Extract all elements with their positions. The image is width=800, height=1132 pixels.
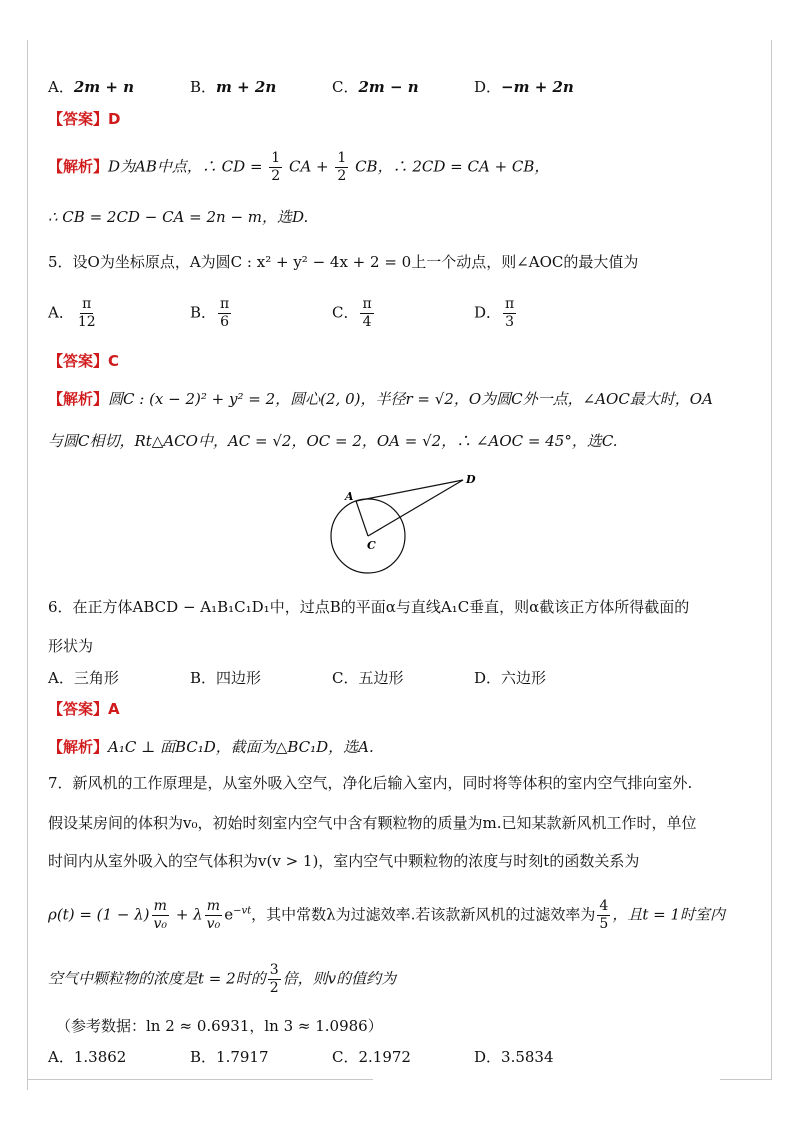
q7-option-a xyxy=(48,1046,126,1068)
analysis-tag: 【解析】 xyxy=(48,738,109,756)
frac-num: m xyxy=(153,898,167,914)
option-text: 四边形 xyxy=(216,669,262,687)
q6-option-b xyxy=(190,667,261,689)
q5-option-b xyxy=(190,296,233,331)
option-letter: A． xyxy=(48,1048,74,1066)
q4-analysis-line2 xyxy=(48,206,308,228)
point-label-d: D xyxy=(466,473,476,486)
q7-option-c xyxy=(332,1046,411,1068)
option-letter: A． xyxy=(48,303,74,322)
question-text: 空气中颗粒物的浓度是t = 2时的 xyxy=(48,969,266,988)
q7-option-d xyxy=(474,1046,554,1068)
analysis-text: 圆C : (x − 2)² + y² = 2，圆心(2, 0)，半径r = √2，O为圆C外一点，∠AOC最大时，OA xyxy=(108,390,713,408)
option-text: 六边形 xyxy=(501,669,547,687)
option-text: 2m + n xyxy=(73,78,135,96)
analysis-text: CA + xyxy=(284,157,334,176)
option-letter: A． xyxy=(48,78,74,96)
tangent-circle-figure xyxy=(320,470,490,585)
fraction-efficiency xyxy=(597,898,610,933)
page-border-right xyxy=(771,40,772,1080)
q6-stem-line2 xyxy=(48,635,93,657)
answer-tag: 【答案】 xyxy=(48,352,109,370)
analysis-text: ∴ CB = 2CD − CA = 2n − m，选D. xyxy=(48,208,309,226)
q7-stem-line2 xyxy=(48,812,696,834)
q5-option-d xyxy=(474,296,518,331)
frac-den: 4 xyxy=(362,314,372,330)
q6-answer xyxy=(48,698,120,720)
option-letter: B． xyxy=(190,303,217,322)
q5-stem xyxy=(48,251,638,273)
line-cd xyxy=(368,480,463,536)
frac-den: v₀ xyxy=(206,916,221,932)
formula-exp-base: e xyxy=(224,905,234,924)
frac-den: 2 xyxy=(269,980,279,996)
fraction-half xyxy=(269,150,282,185)
option-letter: D． xyxy=(474,669,502,687)
frac-den: 6 xyxy=(220,314,230,330)
option-text: 1.7917 xyxy=(216,1048,269,1066)
frac-num: 4 xyxy=(599,898,609,914)
formula-text: ρ(t) = (1 − λ) xyxy=(48,905,150,924)
q5-option-a xyxy=(48,296,100,331)
option-letter: C． xyxy=(332,669,359,687)
option-text: 五边形 xyxy=(358,669,404,687)
frac-den: 2 xyxy=(337,168,347,184)
q5-answer xyxy=(48,350,119,372)
option-letter: B． xyxy=(190,669,217,687)
option-letter: B． xyxy=(190,78,217,96)
option-letter: A． xyxy=(48,669,74,687)
option-text: 2m − n xyxy=(358,78,419,96)
formula-text: + λ xyxy=(171,905,203,924)
q6-stem-line1 xyxy=(48,596,689,618)
frac-num: 1 xyxy=(337,150,347,166)
option-text: 2.1972 xyxy=(358,1048,411,1066)
option-text: 三角形 xyxy=(73,669,119,687)
answer-value: D xyxy=(108,110,121,128)
frac-num: m xyxy=(206,898,221,914)
frac-num: π xyxy=(505,296,515,312)
q5-analysis-line2 xyxy=(48,430,618,452)
formula-exponent: −vt xyxy=(233,905,252,917)
analysis-text: D为AB中点，∴ CD = xyxy=(108,157,268,176)
formula-text: ，且t = 1时室内 xyxy=(612,905,726,924)
option-fraction xyxy=(503,296,516,331)
analysis-text: CB，∴ 2CD = CA + CB， xyxy=(350,157,550,176)
option-letter: C． xyxy=(332,303,359,322)
q7-stem-line3 xyxy=(48,850,639,872)
frac-num: 3 xyxy=(269,962,279,978)
question-text: 5．设O为坐标原点，A为圆C : x² + y² − 4x + 2 = 0上一个动点，则∠AOC的最大值为 xyxy=(48,253,639,271)
bottom-rule-left xyxy=(28,1079,373,1080)
q6-analysis xyxy=(48,736,374,758)
analysis-tag: 【解析】 xyxy=(48,390,109,408)
question-text: 假设某房间的体积为v₀，初始时刻室内空气中含有颗粒物的质量为m.已知某款新风机工作时，单位 xyxy=(48,814,697,832)
q5-option-c xyxy=(332,296,376,331)
frac-den: 5 xyxy=(599,916,609,932)
option-letter: C． xyxy=(332,1048,359,1066)
point-label-c: C xyxy=(367,539,376,552)
frac-den: v₀ xyxy=(153,916,168,932)
q7-option-b xyxy=(190,1046,269,1068)
q6-option-d xyxy=(474,667,546,689)
q4-option-d xyxy=(474,76,574,98)
option-letter: D． xyxy=(474,78,502,96)
frac-num: π xyxy=(220,296,230,312)
q7-stem-line1 xyxy=(48,772,692,794)
frac-num: π xyxy=(82,296,92,312)
q4-option-b xyxy=(190,76,276,98)
option-letter: B． xyxy=(190,1048,217,1066)
question-text: 7．新风机的工作原理是，从室外吸入空气，净化后输入室内，同时将等体积的室内空气排向室外. xyxy=(48,774,693,792)
option-fraction xyxy=(76,296,98,331)
option-fraction xyxy=(360,296,373,331)
question-text: 形状为 xyxy=(48,637,94,655)
answer-value: C xyxy=(108,352,120,370)
question-text: 倍，则v的值约为 xyxy=(282,969,397,988)
question-text: 6．在正方体ABCD − A₁B₁C₁D₁中，过点B的平面α与直线A₁C垂直，则α截该正方体所得截面的 xyxy=(48,598,690,616)
answer-tag: 【答案】 xyxy=(48,110,109,128)
fraction-ratio xyxy=(268,962,281,997)
q7-stem-line5 xyxy=(48,962,396,997)
q4-option-a xyxy=(48,76,134,98)
option-text: m + 2n xyxy=(216,78,277,96)
option-letter: C． xyxy=(332,78,359,96)
fraction-m-over-v0 xyxy=(205,898,223,933)
q4-analysis-line1 xyxy=(48,150,549,185)
frac-den: 12 xyxy=(77,314,96,330)
reference-text: （参考数据：ln 2 ≈ 0.6931，ln 3 ≈ 1.0986） xyxy=(56,1017,383,1035)
frac-den: 2 xyxy=(271,168,281,184)
formula-text: ，其中常数λ为过滤效率.若该款新风机的过滤效率为 xyxy=(251,905,596,924)
frac-num: π xyxy=(362,296,372,312)
option-fraction xyxy=(218,296,231,331)
answer-value: A xyxy=(108,700,120,718)
fraction-m-over-v0 xyxy=(152,898,170,933)
q5-analysis-line1 xyxy=(48,388,713,410)
fraction-half xyxy=(335,150,348,185)
option-letter: D． xyxy=(474,1048,502,1066)
frac-num: 1 xyxy=(271,150,281,166)
q6-option-a xyxy=(48,667,119,689)
q7-reference-data xyxy=(56,1015,383,1037)
q6-option-c xyxy=(332,667,404,689)
q4-option-c xyxy=(332,76,419,98)
option-letter: D． xyxy=(474,303,502,322)
analysis-text: 与圆C相切，Rt△ACO中，AC = √2，OC = 2，OA = √2，∴ ∠AOC = 45°，选C. xyxy=(48,432,618,450)
page-border-left xyxy=(27,40,28,1090)
frac-den: 3 xyxy=(505,314,515,330)
bottom-rule-right xyxy=(720,1079,772,1080)
answer-tag: 【答案】 xyxy=(48,700,109,718)
tangent-line-ad xyxy=(356,480,463,501)
option-text: −m + 2n xyxy=(501,78,574,96)
option-text: 1.3862 xyxy=(73,1048,127,1066)
analysis-tag: 【解析】 xyxy=(48,157,109,176)
radius-ac xyxy=(356,501,368,536)
analysis-text: A₁C ⊥ 面BC₁D，截面为△BC₁D，选A. xyxy=(108,738,374,756)
q4-answer xyxy=(48,108,120,130)
question-text: 时间内从室外吸入的空气体积为v(v > 1)，室内空气中颗粒物的浓度与时刻t的函数关系为 xyxy=(48,852,640,870)
q7-formula-line xyxy=(48,898,725,933)
option-text: 3.5834 xyxy=(501,1048,554,1066)
point-label-a: A xyxy=(345,490,354,503)
